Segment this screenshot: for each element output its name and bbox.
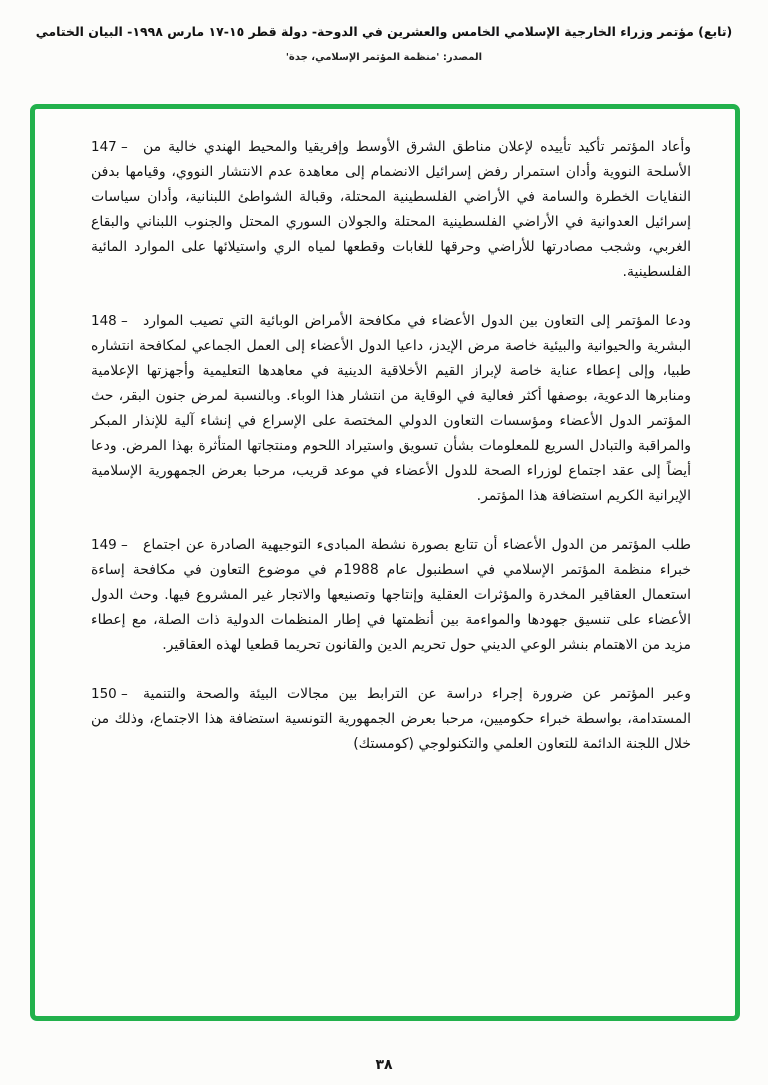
paragraph-text: ودعا المؤتمر إلى التعاون بين الدول الأعضاء في مكافحة الأمراض الوبائية التي تصيب الموارد البشرية والحيوانية والبيئية خاصة مرض الإيدز، داعيا الدول الأعضاء إلى العمل الجماعي لمكافحة انتشاره طبيا، وإلى إعطاء عناية خاصة لإبراز القيم الأخلاقية الدينية في معاهدها التعليمية وأجهزتها الإعلامية ومنابرها الدعوية، بوصفها أكثر فعالية في الوقاية من انتشار هذا الوباء. وبالنسبة لمرض جنون البقر، حث المؤتمر الدول الأعضاء ومؤسسات التعاون الدولي المختصة على الإسراع في إنشاء آلية للإنذار المبكر والمراقبة والتبادل السريع للمعلومات بشأن تسويق واستيراد اللحوم ومنتجاتها المتأثرة بهذا المرض. ودعا أيضاً إلى عقد اجتماع لوزراء الصحة للدول الأعضاء في موعد قريب، مرحبا بعرض الجمهورية الإسلامية الإيرانية الكريم استضافة هذا المؤتمر. [91, 313, 691, 504]
document-title: (تابع) مؤتمر وزراء الخارجية الإسلامي الخامس والعشرين في الدوحة- دولة قطر ١٥-١٧ مارس ١٩٩٨- البيان الختامي [35, 24, 733, 39]
page-footer [0, 1057, 768, 1073]
document-paragraph [91, 533, 691, 658]
paragraph-number: 150 – [91, 686, 128, 702]
document-source-line: المصدر: 'منظمة المؤتمر الإسلامي، جدة' [285, 52, 483, 63]
document-body [35, 109, 735, 1016]
highlight-border-box [30, 104, 740, 1021]
document-paragraph [91, 135, 691, 285]
paragraph-text: وعبر المؤتمر عن ضرورة إجراء دراسة عن الترابط بين مجالات البيئة والصحة والتنمية المستدامة، بواسطة خبراء حكوميين، مرحبا بعرض الجمهورية التونسية استضافة هذا الاجتماع، وذلك من خلال اللجنة الدائمة للتعاون العلمي والتكنولوجي (كومستك) [91, 686, 691, 752]
paragraph-text: وأعاد المؤتمر تأكيد تأييده لإعلان مناطق الشرق الأوسط وإفريقيا والمحيط الهندي خالية من الأسلحة النووية وأدان استمرار رفض إسرائيل الانضمام إلى معاهدة عدم الانتشار النووي، وقيامها بدفن النفايات الخطرة والسامة في الأراضي الفلسطينية المحتلة، وقبالة الشواطئ اللبنانية، وأدان سياسات إسرائيل العدوانية في الأراضي الفلسطينية المحتلة والجولان السوري المحتل والجنوب اللبناني والبقاع الغربي، وشجب مصادرتها للأراضي وحرقها للغابات وقطعها لمياه الري واستيلائها على الموارد المائية الفلسطينية. [91, 139, 691, 280]
paragraph-text: طلب المؤتمر من الدول الأعضاء أن تتابع بصورة نشطة المبادىء التوجيهية الصادرة عن اجتماع خبراء منظمة المؤتمر الإسلامي في اسطنبول عام 1988م في موضوع التعاون في مكافحة إساءة استعمال العقاقير المخدرة والمؤثرات العقلية وإنتاجها وتصنيعها والاتجار غير المشروع فيها. وحث الدول الأعضاء على تنسيق جهودها والمواءمة بين أنظمتها في إطار المنظمات الدولية ذات الصلة، مع إعطاء مزيد من الاهتمام بنشر الوعي الديني حول تحريم الدين والقانون تحريما قطعيا لهذه العقاقير. [91, 537, 691, 653]
paragraph-number: 149 – [91, 537, 128, 553]
paragraph-number: 147 – [91, 139, 128, 155]
document-paragraph [91, 682, 691, 757]
document-header [0, 0, 768, 63]
paragraph-number: 148 – [91, 313, 128, 329]
page-number: ٣٨ [375, 1057, 393, 1073]
document-paragraph [91, 309, 691, 509]
